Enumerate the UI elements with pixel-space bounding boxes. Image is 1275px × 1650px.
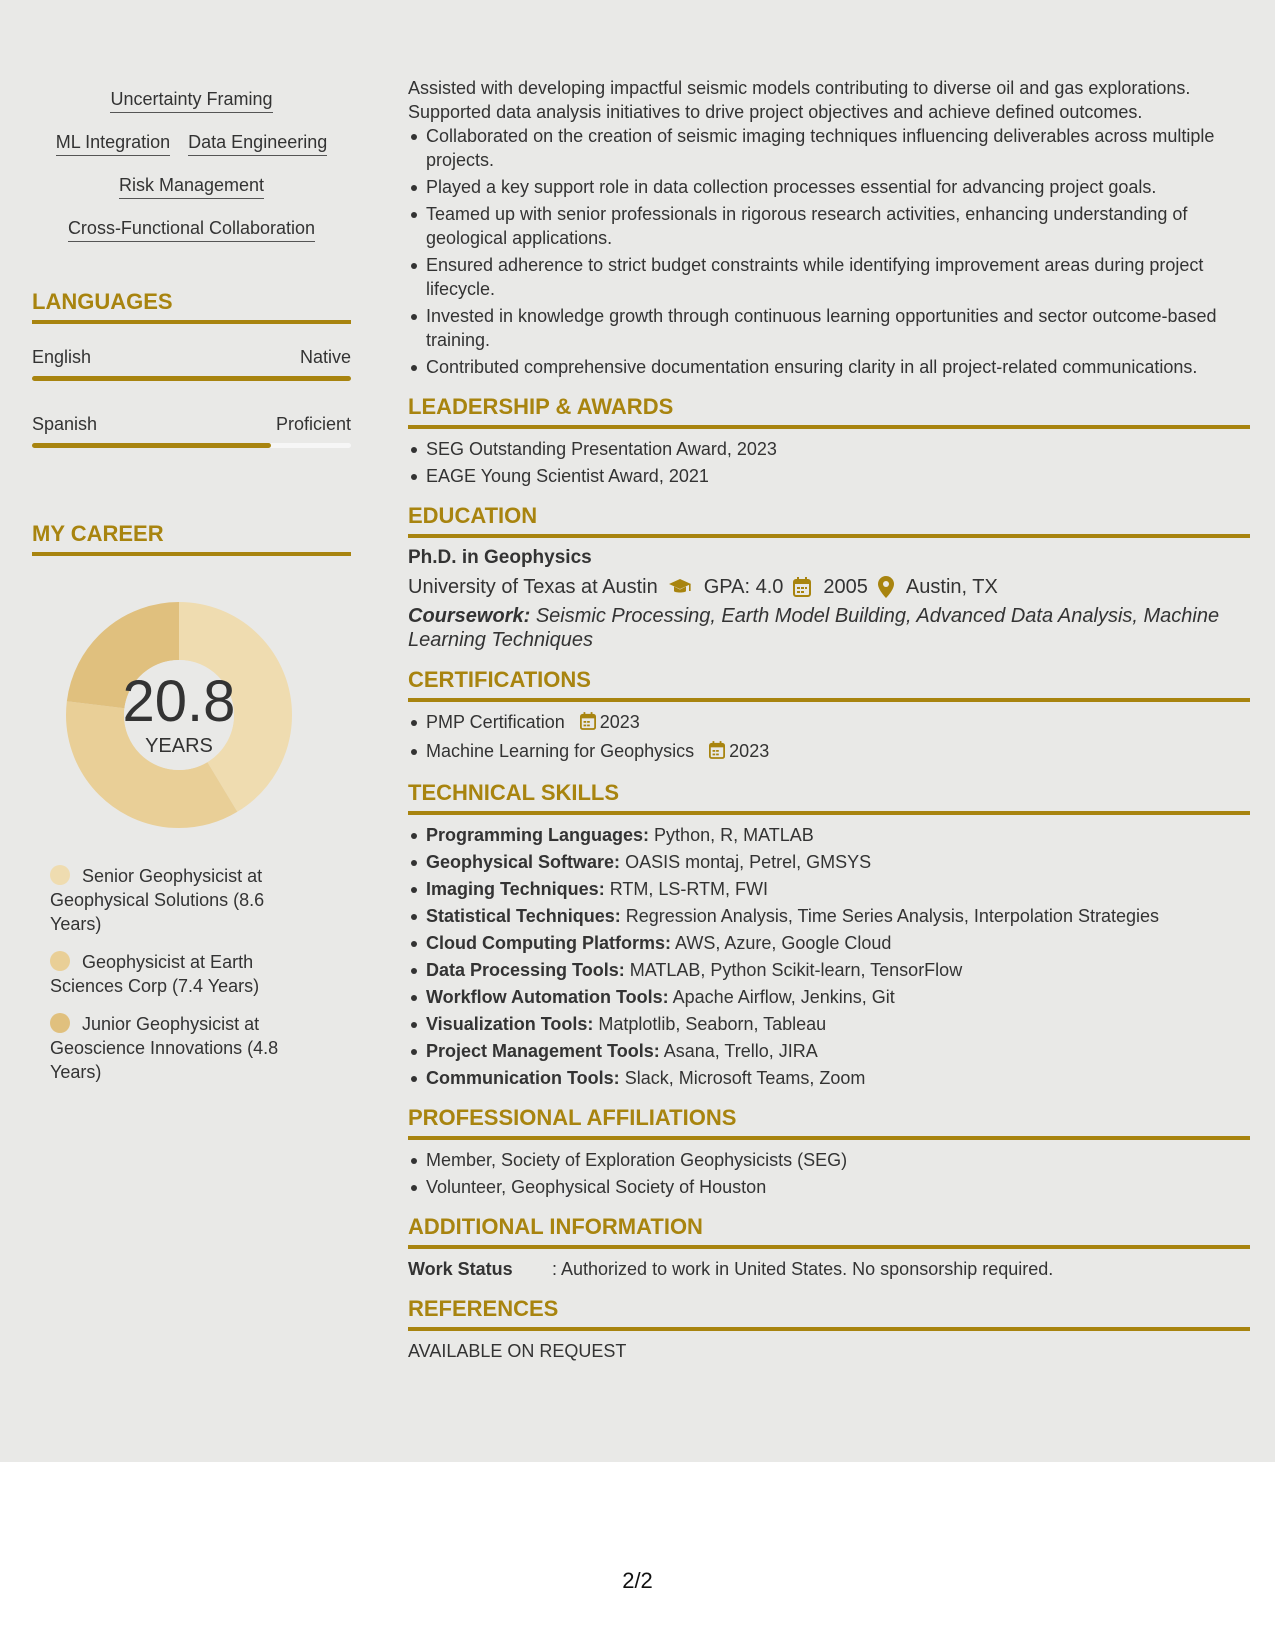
tag-row xyxy=(32,88,351,113)
skill-category: Statistical Techniques: xyxy=(426,906,621,926)
legend-label: Senior Geophysicist at Geophysical Solutions (8.6 Years) xyxy=(50,866,265,934)
skill-values: RTM, LS-RTM, FWI xyxy=(609,879,769,899)
graduation-cap-icon xyxy=(668,578,692,596)
legend-label: Geophysicist at Earth Sciences Corp (7.4 Years) xyxy=(50,952,260,996)
language-level: Proficient xyxy=(275,414,351,434)
list-item xyxy=(426,1012,1250,1036)
skill-tag: Uncertainty Framing xyxy=(110,88,272,113)
skill-values: Python, R, MATLAB xyxy=(654,825,814,845)
certifications-section xyxy=(408,666,1250,765)
list-item: SEG Outstanding Presentation Award, 2023 xyxy=(426,437,1250,461)
section-rule xyxy=(408,534,1250,538)
location: Austin, TX xyxy=(905,576,998,598)
list-item: Collaborated on the creation of seismic imaging techniques influencing deliverables across multiple projects. xyxy=(426,124,1250,172)
career-legend xyxy=(50,864,300,1084)
certification-year: 2023 xyxy=(599,712,640,732)
list-item xyxy=(426,850,1250,874)
left-column xyxy=(32,76,351,1098)
skill-category: Project Management Tools: xyxy=(426,1041,660,1061)
language-level: Native xyxy=(299,347,351,367)
work-status-row xyxy=(408,1257,1250,1281)
affiliations-title: PROFESSIONAL AFFILIATIONS xyxy=(408,1105,737,1130)
certifications-title: CERTIFICATIONS xyxy=(408,667,591,692)
references-title: REFERENCES xyxy=(408,1296,559,1321)
map-pin-icon xyxy=(878,576,894,598)
technical-skills-title: TECHNICAL SKILLS xyxy=(408,780,620,805)
language-item xyxy=(32,413,351,448)
skill-category: Geophysical Software: xyxy=(426,852,621,872)
legend-item xyxy=(50,950,300,998)
section-rule xyxy=(32,552,351,556)
list-item: Played a key support role in data collection processes essential for advancing project goals. xyxy=(426,175,1250,199)
skill-values: AWS, Azure, Google Cloud xyxy=(675,933,892,953)
career-total: 20.8 xyxy=(122,669,236,734)
calendar-icon xyxy=(709,741,725,765)
coursework xyxy=(408,604,1250,652)
list-item xyxy=(426,1039,1250,1063)
legend-dot xyxy=(50,865,70,885)
technical-skills-section xyxy=(408,779,1250,1090)
skill-category: Cloud Computing Platforms: xyxy=(426,933,671,953)
awards-title: LEADERSHIP & AWARDS xyxy=(408,394,674,419)
certification-name: PMP Certification xyxy=(426,712,565,732)
right-column xyxy=(408,76,1250,1363)
list-item xyxy=(426,1066,1250,1090)
language-name: Spanish xyxy=(32,414,98,434)
tag-row xyxy=(32,131,351,156)
legend-item xyxy=(50,864,300,936)
list-item: Ensured adherence to strict budget constraints while identifying improvement areas during project lifecycle. xyxy=(426,253,1250,301)
experience-summary: Assisted with developing impactful seismic models contributing to diverse oil and gas explorations. Supported data analysis initiatives to drive project objectives and achieve defined outcomes. xyxy=(408,78,1191,122)
gpa: GPA: 4.0 xyxy=(703,576,784,598)
school: University of Texas at Austin xyxy=(408,576,658,598)
language-item xyxy=(32,346,351,381)
work-status-label: Work Status xyxy=(408,1259,513,1279)
language-name: English xyxy=(32,347,92,367)
section-rule xyxy=(408,698,1250,702)
section-rule xyxy=(408,1245,1250,1249)
skill-values: Apache Airflow, Jenkins, Git xyxy=(672,987,895,1007)
legend-label: Junior Geophysicist at Geoscience Innovations (4.8 Years) xyxy=(50,1014,279,1082)
calendar-icon xyxy=(793,577,811,597)
tag-row xyxy=(32,217,351,242)
list-item xyxy=(426,958,1250,982)
list-item: EAGE Young Scientist Award, 2021 xyxy=(426,464,1250,488)
career-unit: YEARS xyxy=(145,735,213,757)
language-bar xyxy=(32,443,351,448)
work-status-value: : Authorized to work in United States. No sponsorship required. xyxy=(552,1259,1054,1279)
section-rule xyxy=(408,1136,1250,1140)
list-item xyxy=(426,904,1250,928)
additional-title: ADDITIONAL INFORMATION xyxy=(408,1214,703,1239)
affiliations-section xyxy=(408,1104,1250,1199)
references-text: AVAILABLE ON REQUEST xyxy=(408,1341,627,1361)
legend-dot xyxy=(50,1013,70,1033)
section-rule xyxy=(408,1327,1250,1331)
section-rule xyxy=(408,425,1250,429)
section-rule xyxy=(408,811,1250,815)
skill-values: Matplotlib, Seaborn, Tableau xyxy=(598,1014,827,1034)
skill-category: Workflow Automation Tools: xyxy=(426,987,669,1007)
list-item xyxy=(426,877,1250,901)
list-item: Member, Society of Exploration Geophysicists (SEG) xyxy=(426,1148,1250,1172)
graduation-year: 2005 xyxy=(823,576,868,598)
skill-tag: Cross-Functional Collaboration xyxy=(68,217,315,242)
skill-values: Asana, Trello, JIRA xyxy=(663,1041,818,1061)
career-donut xyxy=(66,602,292,828)
coursework-list: Seismic Processing, Earth Model Building, Advanced Data Analysis, Machine Learning Techniques xyxy=(408,605,1220,651)
career-section xyxy=(32,520,351,1084)
skills-tags xyxy=(32,76,351,242)
list-item: Contributed comprehensive documentation ensuring clarity in all project-related communications. xyxy=(426,355,1250,379)
language-bar-fill xyxy=(32,443,271,448)
skill-category: Data Processing Tools: xyxy=(426,960,625,980)
skill-tag: Risk Management xyxy=(119,174,264,199)
awards-section xyxy=(408,393,1250,488)
career-title: MY CAREER xyxy=(32,521,164,546)
legend-item xyxy=(50,1012,300,1084)
languages-title: LANGUAGES xyxy=(32,289,173,314)
skill-values: MATLAB, Python Scikit-learn, TensorFlow xyxy=(629,960,963,980)
certification-name: Machine Learning for Geophysics xyxy=(426,741,695,761)
list-item xyxy=(426,931,1250,955)
education-title: EDUCATION xyxy=(408,503,538,528)
certification-year: 2023 xyxy=(729,741,770,761)
list-item xyxy=(426,710,1250,736)
skill-values: Regression Analysis, Time Series Analysis, Interpolation Strategies xyxy=(625,906,1159,926)
skill-tag: ML Integration xyxy=(56,131,170,156)
language-bar-fill xyxy=(32,376,351,381)
skill-category: Imaging Techniques: xyxy=(426,879,605,899)
coursework-label: Coursework: xyxy=(408,605,531,627)
experience-bullets xyxy=(408,124,1250,379)
skill-values: OASIS montaj, Petrel, GMSYS xyxy=(625,852,872,872)
skill-category: Programming Languages: xyxy=(426,825,650,845)
list-item xyxy=(426,985,1250,1009)
education-section xyxy=(408,502,1250,652)
education-details xyxy=(408,574,1250,600)
degree: Ph.D. in Geophysics xyxy=(408,547,592,568)
list-item: Teamed up with senior professionals in rigorous research activities, enhancing understanding of geological applications. xyxy=(426,202,1250,250)
skill-category: Visualization Tools: xyxy=(426,1014,594,1034)
skill-values: Slack, Microsoft Teams, Zoom xyxy=(624,1068,866,1088)
references-section xyxy=(408,1295,1250,1363)
list-item: Invested in knowledge growth through continuous learning opportunities and sector outcome-based training. xyxy=(426,304,1250,352)
list-item: Volunteer, Geophysical Society of Houston xyxy=(426,1175,1250,1199)
list-item xyxy=(426,823,1250,847)
list-item xyxy=(426,739,1250,765)
section-rule xyxy=(32,320,351,324)
additional-section xyxy=(408,1213,1250,1281)
skill-tag: Data Engineering xyxy=(188,131,327,156)
tag-row xyxy=(32,174,351,199)
page-number: 2/2 xyxy=(622,1568,653,1593)
language-bar xyxy=(32,376,351,381)
languages-section xyxy=(32,288,351,448)
calendar-icon xyxy=(580,712,596,736)
legend-dot xyxy=(50,951,70,971)
skill-category: Communication Tools: xyxy=(426,1068,620,1088)
